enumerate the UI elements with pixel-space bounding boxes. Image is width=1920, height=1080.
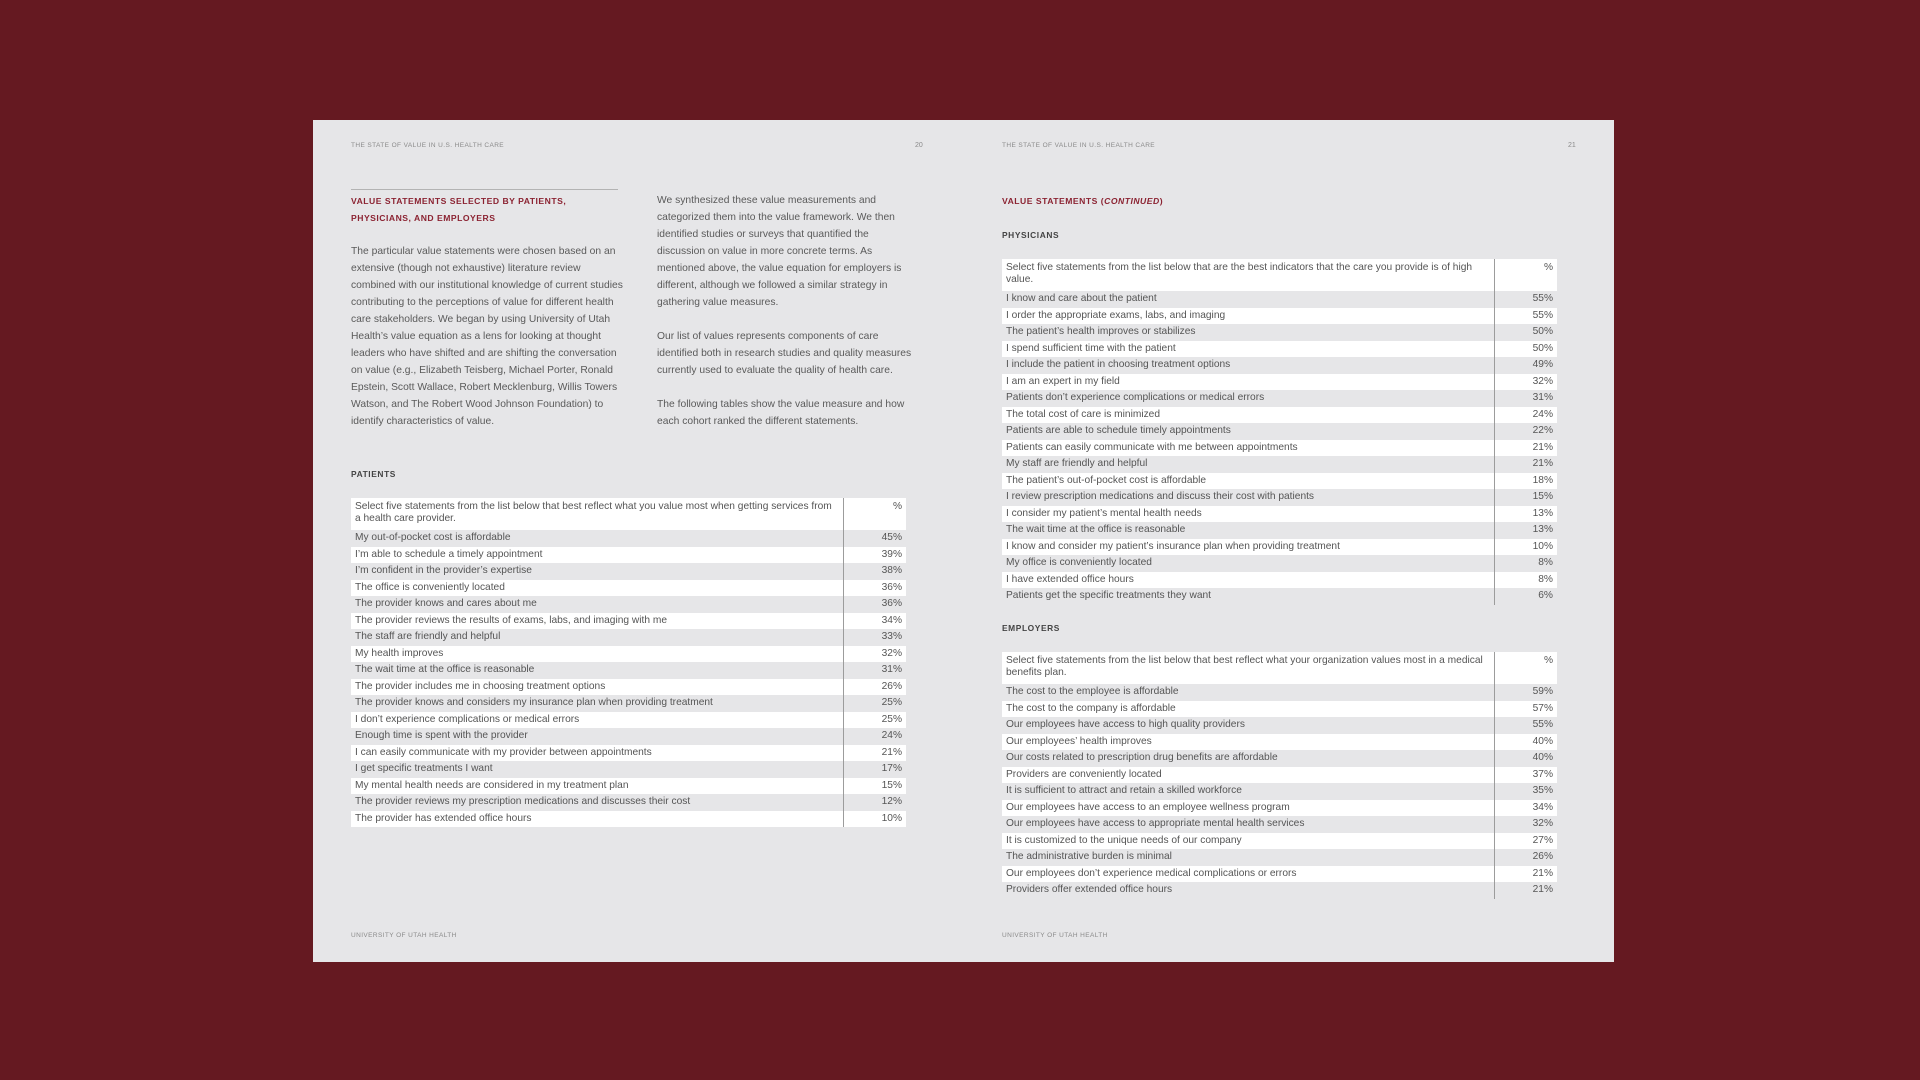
pct-header: % [1494,652,1557,684]
row-label: The total cost of care is minimized [1002,407,1494,424]
row-label: Patients are able to schedule timely appointments [1002,423,1494,440]
footer: UNIVERSITY OF UTAH HEALTH [1002,932,1108,939]
row-label: The cost to the employee is affordable [1002,684,1494,701]
row-percent: 59% [1494,684,1557,701]
body-paragraph: The following tables show the value measure and how each cohort ranked the different statements. [657,399,905,427]
table-row [1002,489,1557,506]
table-row [351,629,906,646]
table-row [1002,800,1557,817]
page-number: 21 [1568,142,1576,149]
row-label: Enough time is spent with the provider [351,728,843,745]
table-row [1002,341,1557,358]
row-label: My office is conveniently located [1002,555,1494,572]
table-row [1002,684,1557,701]
row-label: I include the patient in choosing treatment options [1002,357,1494,374]
row-label: I don’t experience complications or medical errors [351,712,843,729]
employers-table [1002,652,1557,899]
row-label: I review prescription medications and discuss their cost with patients [1002,489,1494,506]
table-row [1002,291,1557,308]
row-label: Our employees have access to high quality providers [1002,717,1494,734]
row-percent: 39% [843,547,906,564]
row-percent: 25% [843,712,906,729]
table-row [1002,522,1557,539]
row-percent: 36% [843,596,906,613]
table-row [351,811,906,828]
section-title-continued: CONTINUED [1104,196,1160,206]
row-percent: 18% [1494,473,1557,490]
row-label: My staff are friendly and helpful [1002,456,1494,473]
row-percent: 55% [1494,308,1557,325]
table-row [351,613,906,630]
row-label: I can easily communicate with my provider between appointments [351,745,843,762]
row-label: I have extended office hours [1002,572,1494,589]
table-row [1002,816,1557,833]
row-label: The patient’s out-of-pocket cost is affordable [1002,473,1494,490]
row-label: The administrative burden is minimal [1002,849,1494,866]
section-rule [351,189,618,190]
row-percent: 34% [1494,800,1557,817]
row-label: The patient’s health improves or stabilizes [1002,324,1494,341]
row-percent: 50% [1494,341,1557,358]
row-percent: 26% [1494,849,1557,866]
document-spread [313,120,1614,962]
body-column-2 [657,192,917,447]
row-percent: 32% [1494,374,1557,391]
table-row [1002,506,1557,523]
running-head: THE STATE OF VALUE IN U.S. HEALTH CARE [1002,142,1156,149]
table-row [1002,572,1557,589]
table-question: Select five statements from the list below that best reflect what you value most when getting services from a health care provider. [351,498,843,530]
row-percent: 36% [843,580,906,597]
row-percent: 40% [1494,734,1557,751]
table-row [1002,390,1557,407]
table-row [351,778,906,795]
row-label: The provider knows and cares about me [351,596,843,613]
row-percent: 15% [843,778,906,795]
running-head: THE STATE OF VALUE IN U.S. HEALTH CARE [351,142,505,149]
row-label: The staff are friendly and helpful [351,629,843,646]
row-percent: 35% [1494,783,1557,800]
table-row [351,547,906,564]
row-label: Providers are conveniently located [1002,767,1494,784]
table-header-row [351,498,906,530]
footer: UNIVERSITY OF UTAH HEALTH [351,932,457,939]
row-label: My health improves [351,646,843,663]
row-label: The wait time at the office is reasonable [1002,522,1494,539]
section-title [351,193,566,227]
row-percent: 26% [843,679,906,696]
row-label: Providers offer extended office hours [1002,882,1494,899]
row-percent: 49% [1494,357,1557,374]
table-row [1002,734,1557,751]
row-percent: 12% [843,794,906,811]
physicians-table [1002,259,1557,605]
row-label: The office is conveniently located [351,580,843,597]
row-percent: 55% [1494,717,1557,734]
section-title-line: VALUE STATEMENTS SELECTED BY PATIENTS, [351,196,567,206]
row-label: My mental health needs are considered in my treatment plan [351,778,843,795]
row-label: The provider reviews the results of exams, labs, and imaging with me [351,613,843,630]
row-percent: 31% [843,662,906,679]
row-label: Our employees have access to an employee wellness program [1002,800,1494,817]
table-row [351,596,906,613]
table-question: Select five statements from the list below that are the best indicators that the care you provide is of high value. [1002,259,1494,291]
table-row [1002,456,1557,473]
table-row [351,679,906,696]
row-percent: 38% [843,563,906,580]
table-row [1002,440,1557,457]
row-percent: 13% [1494,506,1557,523]
body-paragraph: The particular value statements were chosen based on an extensive (though not exhaustive) literature review combined with our institutional knowledge of current studies contributing to the perceptions of value for different health care stakeholders. We began by using University of Utah Health’s value equation as a lens for looking at thought leaders who have shifted and are shifting the conversation on value (e.g., Elizabeth Teisberg, Michael Porter, Ronald Epstein, Scott Wallace, Robert Mecklenburg, Willis Towers Watson, and The Robert Wood Johnson Foundation) to identify characteristics of value. [351,246,623,427]
row-percent: 15% [1494,489,1557,506]
row-label: The cost to the company is affordable [1002,701,1494,718]
page-right [964,120,1614,962]
row-percent: 10% [843,811,906,828]
table-row [1002,539,1557,556]
row-percent: 31% [1494,390,1557,407]
table-row [1002,701,1557,718]
row-label: I know and consider my patient’s insurance plan when providing treatment [1002,539,1494,556]
row-label: I order the appropriate exams, labs, and imaging [1002,308,1494,325]
row-percent: 21% [1494,456,1557,473]
row-percent: 57% [1494,701,1557,718]
row-percent: 27% [1494,833,1557,850]
row-percent: 8% [1494,572,1557,589]
row-label: I’m able to schedule a timely appointment [351,547,843,564]
table-row [351,530,906,547]
table-row [351,745,906,762]
section-title-line: PHYSICIANS, AND EMPLOYERS [351,213,496,223]
row-label: Patients don’t experience complications or medical errors [1002,390,1494,407]
table-row [351,728,906,745]
row-label: I know and care about the patient [1002,291,1494,308]
row-percent: 10% [1494,539,1557,556]
table-row [1002,882,1557,899]
table-row [1002,866,1557,883]
table-row [351,662,906,679]
row-percent: 21% [1494,440,1557,457]
row-percent: 32% [1494,816,1557,833]
row-label: I am an expert in my field [1002,374,1494,391]
row-label: The provider reviews my prescription medications and discusses their cost [351,794,843,811]
row-label: I spend sufficient time with the patient [1002,341,1494,358]
row-label: Our costs related to prescription drug benefits are affordable [1002,750,1494,767]
row-percent: 40% [1494,750,1557,767]
table-row [1002,750,1557,767]
table-row [1002,423,1557,440]
row-label: The provider has extended office hours [351,811,843,828]
row-percent: 8% [1494,555,1557,572]
pct-header: % [843,498,906,530]
row-label: The wait time at the office is reasonable [351,662,843,679]
table-row [351,794,906,811]
row-label: I consider my patient’s mental health needs [1002,506,1494,523]
row-label: It is sufficient to attract and retain a skilled workforce [1002,783,1494,800]
row-percent: 17% [843,761,906,778]
table-row [351,646,906,663]
table-row [1002,407,1557,424]
table-row [1002,783,1557,800]
row-label: Patients get the specific treatments they want [1002,588,1494,605]
row-label: The provider includes me in choosing treatment options [351,679,843,696]
table-row [1002,588,1557,605]
row-percent: 37% [1494,767,1557,784]
table-row [351,712,906,729]
employers-heading: EMPLOYERS [1002,623,1060,633]
table-row [1002,717,1557,734]
row-percent: 21% [843,745,906,762]
table-row [1002,324,1557,341]
row-label: I get specific treatments I want [351,761,843,778]
row-percent: 32% [843,646,906,663]
row-percent: 21% [1494,882,1557,899]
physicians-heading: PHYSICIANS [1002,230,1060,240]
table-row [351,695,906,712]
row-percent: 55% [1494,291,1557,308]
row-label: Our employees’ health improves [1002,734,1494,751]
page-left [313,120,963,962]
row-percent: 21% [1494,866,1557,883]
table-row [1002,767,1557,784]
row-label: Our employees have access to appropriate mental health services [1002,816,1494,833]
row-percent: 33% [843,629,906,646]
row-label: The provider knows and considers my insurance plan when providing treatment [351,695,843,712]
table-row [1002,357,1557,374]
body-column-1 [351,243,623,447]
body-paragraph: We synthesized these value measurements and categorized them into the value framework. We then identified studies or surveys that quantified the discussion on value in more concrete terms. As mentioned above, the value equation for employers is different, although we followed a similar strategy in gathering value measures. [657,195,902,308]
table-row [1002,473,1557,490]
row-percent: 24% [843,728,906,745]
row-label: It is customized to the unique needs of our company [1002,833,1494,850]
row-label: My out-of-pocket cost is affordable [351,530,843,547]
row-percent: 25% [843,695,906,712]
row-label: Patients can easily communicate with me between appointments [1002,440,1494,457]
page-number: 20 [915,142,923,149]
row-label: I’m confident in the provider’s expertise [351,563,843,580]
pct-header: % [1494,259,1557,291]
row-percent: 45% [843,530,906,547]
table-row [351,761,906,778]
table-question: Select five statements from the list below that best reflect what your organization values most in a medical benefits plan. [1002,652,1494,684]
table-row [1002,849,1557,866]
row-percent: 50% [1494,324,1557,341]
patients-heading: PATIENTS [351,469,396,479]
patients-table [351,498,906,827]
row-percent: 6% [1494,588,1557,605]
table-row [1002,374,1557,391]
row-percent: 13% [1494,522,1557,539]
row-label: Our employees don’t experience medical complications or errors [1002,866,1494,883]
row-percent: 34% [843,613,906,630]
table-row [1002,555,1557,572]
row-percent: 22% [1494,423,1557,440]
table-row [351,580,906,597]
table-header-row [1002,259,1557,291]
row-percent: 24% [1494,407,1557,424]
table-header-row [1002,652,1557,684]
table-row [1002,833,1557,850]
table-row [1002,308,1557,325]
body-paragraph: Our list of values represents components of care identified both in research studies and quality measures currently used to evaluate the quality of health care. [657,331,912,376]
section-title: VALUE STATEMENTS (CONTINUED) [1002,196,1164,206]
table-row [351,563,906,580]
